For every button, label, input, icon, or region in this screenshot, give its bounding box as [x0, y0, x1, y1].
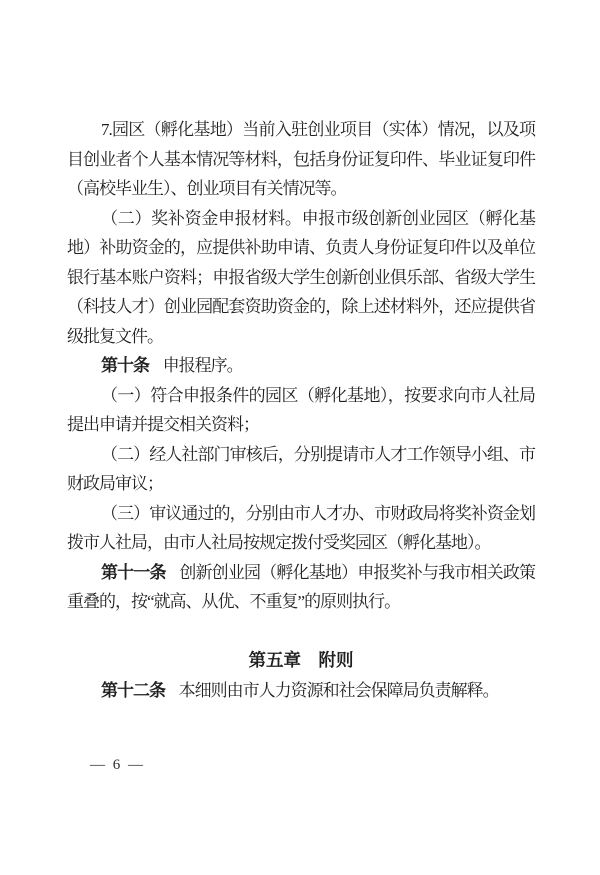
- paragraph-materials-7: 7.园区（孵化基地）当前入驻创业项目（实体）情况，以及项目创业者个人基本情况等材料，包括身份证复印件、毕业证复印件（高校毕业生）、创业项目有关情况等。: [67, 120, 535, 198]
- document-body: [67, 115, 535, 705]
- chapter-heading: 第五章 附则: [248, 650, 354, 670]
- article-11-number: 第十一条: [101, 562, 166, 582]
- article-12-text: 本细则由市人力资源和社会保障局负责解释。: [178, 680, 499, 700]
- paragraph-procedure-1: （一）符合申报条件的园区（孵化基地），按要求向市人社局提出申请并提交相关资料；: [67, 385, 535, 434]
- article-11-text: 创新创业园（孵化基地）申报奖补与我市相关政策重叠的，按“就高、从优、不重复”的原则执行。: [67, 562, 536, 611]
- paragraph-article-11: [67, 558, 535, 617]
- article-12-number: 第十二条: [101, 680, 165, 700]
- article-10-number: 第十条: [101, 356, 149, 375]
- paragraph-article-10: [67, 351, 535, 381]
- page-number: — 6 —: [90, 757, 145, 773]
- paragraph-article-12: [67, 676, 535, 706]
- paragraph-procedure-2: （二）经人社部门审核后，分别提请市人才工作领导小组、市财政局审议；: [67, 444, 535, 493]
- paragraph-procedure-3: （三）审议通过的，分别由市人才办、市财政局将奖补资金划拨市人社局，由市人社局按规定拨付受奖园区（孵化基地）。: [67, 503, 535, 552]
- article-10-text: 申报程序。: [162, 356, 243, 375]
- paragraph-subsidy-materials: （二）奖补资金申报材料。申报市级创新创业园区（孵化基地）补助资金的，应提供补助申请、负责人身份证复印件以及单位银行基本账户资料；申报省级大学生创新创业俱乐部、省级大学生（科技人才）创业园配套资助资金的，除上述材料外，还应提供省级批复文件。: [67, 208, 535, 346]
